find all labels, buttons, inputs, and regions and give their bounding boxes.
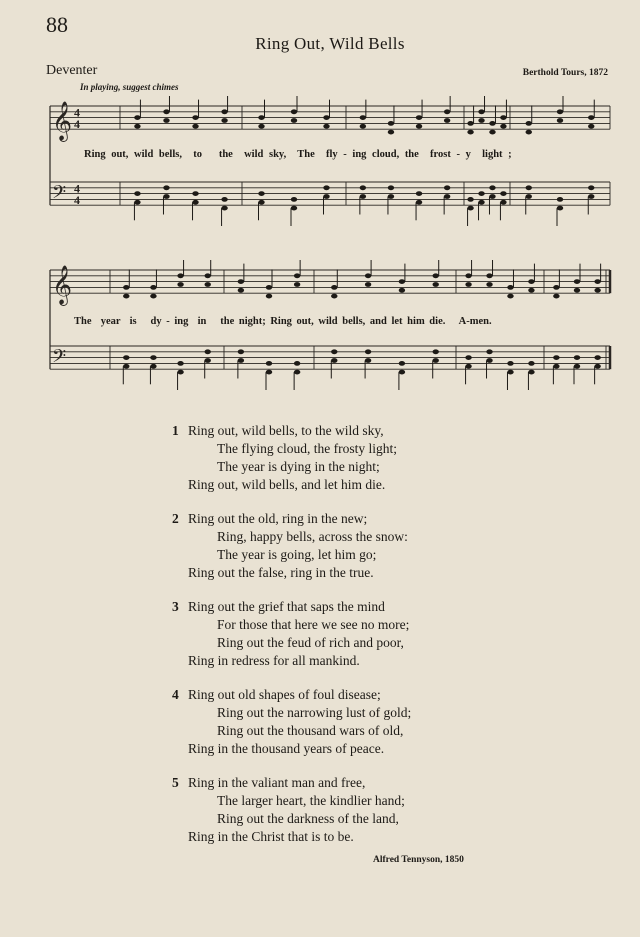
time-signature-top: 4 <box>74 181 80 196</box>
note-chord <box>528 264 534 293</box>
verse-line <box>188 704 411 722</box>
verse-line <box>172 686 411 704</box>
note-chord <box>467 105 473 134</box>
verse-line-text: The flying cloud, the frosty light; <box>217 441 397 456</box>
note-chord <box>588 100 594 129</box>
note-chord <box>594 264 600 293</box>
note-chord <box>528 361 534 390</box>
verse-5 <box>172 774 411 846</box>
note-chord <box>433 260 439 287</box>
verse-line <box>188 652 411 670</box>
verse-line <box>188 458 411 476</box>
verse-line-text: Ring in the thousand years of peace. <box>188 741 385 756</box>
verse-line-text: Ring out, wild bells, and let him die. <box>188 477 386 492</box>
note-chord <box>258 100 264 129</box>
verse-line <box>172 774 411 792</box>
lyrics-system-2: The year is dy - ing in the night; Ring out, wild bells, and let him die. A-men. <box>74 316 492 327</box>
note-chord <box>238 264 244 293</box>
verse-line <box>188 740 411 758</box>
note-chord <box>205 349 211 378</box>
note-chord <box>388 185 394 214</box>
note-chord <box>557 96 563 123</box>
note-chord <box>557 197 563 226</box>
verse-line-text: The larger heart, the kindlier hand; <box>217 793 405 808</box>
verse-line <box>188 546 411 564</box>
verse-number: 2 <box>172 511 179 526</box>
note-chord <box>221 96 227 123</box>
verse-line-text: Ring out the grief that saps the mind <box>188 599 385 614</box>
verse-line-text: Ring out the darkness of the land, <box>217 811 399 826</box>
verse-line-text: Ring out the thousand wars of old, <box>217 723 404 738</box>
verse-line <box>188 440 411 458</box>
note-chord <box>526 105 532 134</box>
verse-line <box>188 528 411 546</box>
note-chord <box>526 185 532 214</box>
note-chord <box>507 269 513 298</box>
note-chord <box>416 100 422 129</box>
verse-number: 3 <box>172 599 179 614</box>
note-chord <box>574 264 580 293</box>
note-chord <box>388 105 394 134</box>
note-chord <box>489 185 495 214</box>
verse-line-text: Ring in the Christ that is to be. <box>188 829 354 844</box>
note-chord <box>489 105 495 134</box>
note-chord <box>444 185 450 214</box>
note-chord <box>360 100 366 129</box>
treble-clef-icon: 𝄞 <box>52 101 73 142</box>
staff-lines <box>50 346 610 372</box>
note-chord <box>123 355 129 384</box>
tune-name: Deventer <box>46 63 98 78</box>
page-number: 88 <box>46 12 68 37</box>
verse-line-text: Ring in redress for all mankind. <box>188 653 360 668</box>
verse-line-text: The year is dying in the night; <box>217 459 380 474</box>
verse-line <box>172 422 411 440</box>
verse-line <box>188 616 411 634</box>
music-system-1 <box>44 96 614 226</box>
verse-line <box>188 722 411 740</box>
staff-lines <box>50 270 610 293</box>
verse-number: 4 <box>172 687 179 702</box>
hymn-title: Ring Out, Wild Bells <box>255 34 405 53</box>
note-chord <box>294 260 300 287</box>
bass-clef-icon: 𝄢 <box>52 182 67 208</box>
note-chord <box>323 185 329 214</box>
verse-line-text: The year is going, let him go; <box>217 547 377 562</box>
verse-number: 5 <box>172 775 179 790</box>
note-chord <box>465 260 471 287</box>
note-chord <box>266 269 272 298</box>
note-chord <box>258 191 264 220</box>
verse-line <box>172 510 411 528</box>
note-chord <box>150 269 156 298</box>
note-chord <box>574 355 580 384</box>
verse-line-text: Ring, happy bells, across the snow: <box>217 529 408 544</box>
note-chord <box>486 260 492 287</box>
note-chord <box>500 191 506 220</box>
note-chord <box>365 349 371 378</box>
note-chord <box>465 355 471 384</box>
verse-line <box>188 634 411 652</box>
note-chord <box>416 191 422 220</box>
note-chord <box>291 96 297 123</box>
verse-line <box>188 564 411 582</box>
verse-line-text: Ring out the narrowing lust of gold; <box>217 705 412 720</box>
note-chord <box>594 355 600 384</box>
note-chord <box>588 185 594 214</box>
note-chord <box>177 260 183 287</box>
note-chord <box>553 269 559 298</box>
verse-line <box>188 792 411 810</box>
note-chord <box>238 349 244 378</box>
note-chord <box>467 197 473 226</box>
note-chord <box>221 197 227 226</box>
verse-line <box>188 810 411 828</box>
note-chord <box>444 96 450 123</box>
verse-line-text: Ring in the valiant man and free, <box>188 775 366 790</box>
verse-line-text: Ring out old shapes of foul disease; <box>188 687 381 702</box>
verses <box>172 422 412 862</box>
note-chord <box>323 100 329 129</box>
lyrics-system-1: Ring out, wild bells, to the wild sky, The fly - ing cloud, the frost - y light ; <box>84 149 512 160</box>
performance-note: In playing, suggest chimes <box>80 82 179 92</box>
time-signature-top: 4 <box>74 105 80 120</box>
note-chord <box>163 185 169 214</box>
verse-3 <box>172 598 411 670</box>
note-chord <box>192 100 198 129</box>
note-chord <box>331 349 337 378</box>
note-chord <box>433 349 439 378</box>
verse-line-text: Ring out the feud of rich and poor, <box>217 635 404 650</box>
note-chord <box>192 191 198 220</box>
note-chord <box>478 96 484 123</box>
note-chord <box>134 100 140 129</box>
note-chord <box>486 349 492 378</box>
note-chord <box>205 260 211 287</box>
treble-clef-icon: 𝄞 <box>52 265 73 306</box>
bass-clef-icon: 𝄢 <box>52 346 67 372</box>
note-chord <box>177 361 183 390</box>
verse-line-text: Ring out the old, ring in the new; <box>188 511 368 526</box>
verse-line-text: For those that here we see no more; <box>217 617 410 632</box>
verse-line <box>188 828 411 846</box>
note-chord <box>360 185 366 214</box>
verse-line-text: Ring out, wild bells, to the wild sky, <box>188 423 384 438</box>
note-chord <box>291 197 297 226</box>
verse-1 <box>172 422 411 494</box>
note-chord <box>134 191 140 220</box>
note-chord <box>365 260 371 287</box>
note-chord <box>294 361 300 390</box>
time-signature-bottom: 4 <box>74 193 80 208</box>
verse-4 <box>172 686 412 758</box>
time-signature-bottom: 4 <box>74 117 80 132</box>
verse-line <box>188 476 411 494</box>
verse-2 <box>172 510 411 582</box>
note-chord <box>399 264 405 293</box>
composer-credit: Berthold Tours, 1872 <box>522 68 608 78</box>
note-chord <box>478 191 484 220</box>
note-chord <box>150 355 156 384</box>
note-chord <box>553 355 559 384</box>
verse-line <box>172 598 411 616</box>
note-chord <box>507 361 513 390</box>
note-chord <box>399 361 405 390</box>
verse-line-text: Ring out the false, ring in the true. <box>188 565 374 580</box>
note-chord <box>123 269 129 298</box>
author-credit: Alfred Tennyson, 1850 <box>373 855 464 865</box>
note-chord <box>266 361 272 390</box>
verse-number: 1 <box>172 423 179 438</box>
note-chord <box>500 100 506 129</box>
note-chord <box>331 269 337 298</box>
note-chord <box>163 96 169 123</box>
